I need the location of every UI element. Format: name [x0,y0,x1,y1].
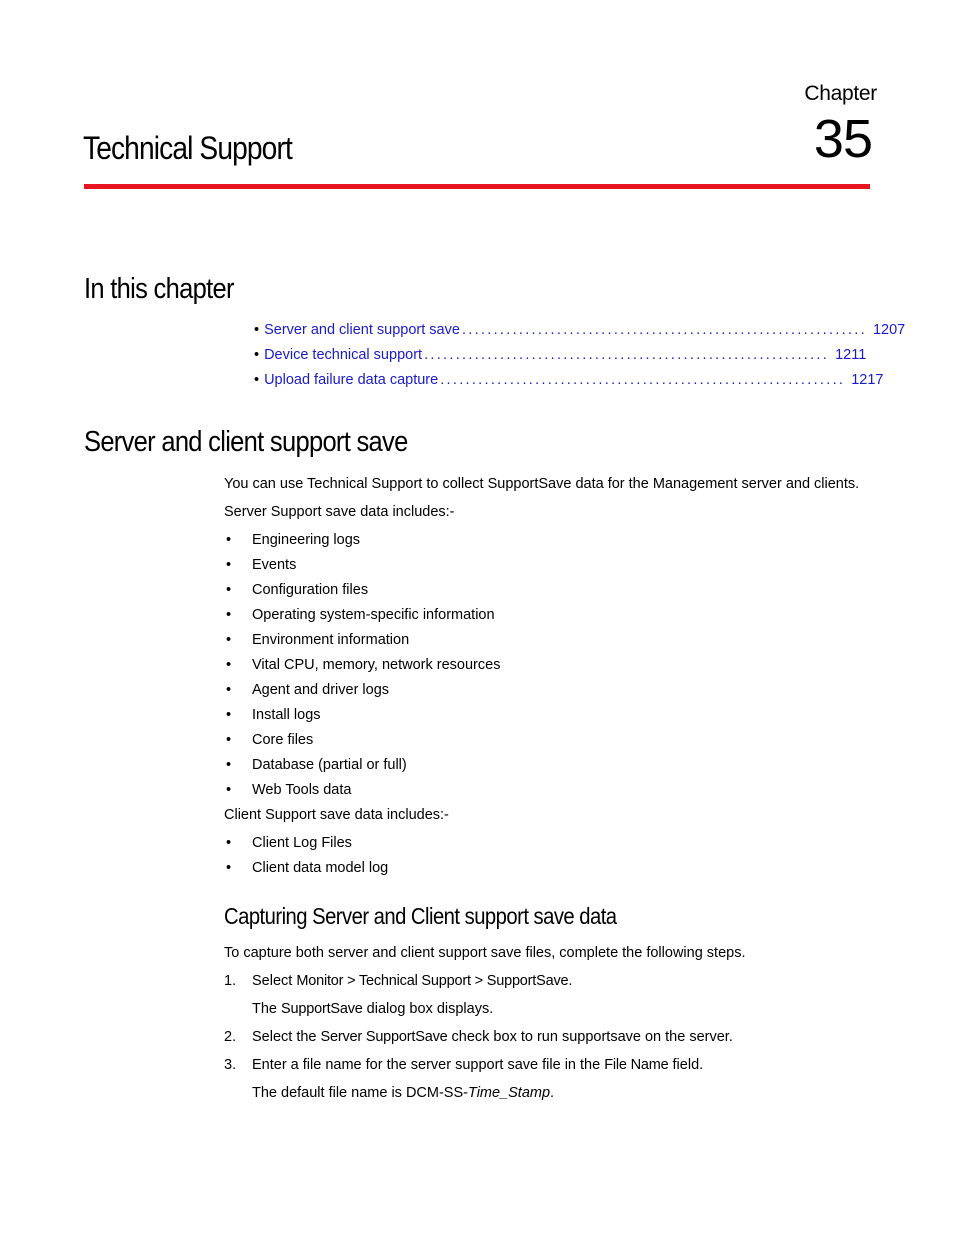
list-item-text: Vital CPU, memory, network resources [252,657,501,673]
server-list-intro: Server Support save data includes:- [224,504,455,520]
ui-checkbox-name: Server SupportSave [320,1029,448,1045]
toc-bullet: • [254,372,260,388]
section-intro: You can use Technical Support to collect SupportSave data for the Management server and clients. [224,476,860,492]
ui-field-name: File Name [604,1057,669,1073]
bullet-icon: • [226,682,232,698]
step-text: Select Monitor > Technical Support > SupportSave. [252,973,573,989]
bullet-icon: • [226,607,232,623]
step-text: Enter a file name for the server support save file in the File Name field. [252,1057,704,1073]
list-item [226,835,352,851]
toc-page-number[interactable]: 1207 [872,322,906,338]
list-item [226,582,368,598]
list-item-text: Operating system-specific information [252,607,495,623]
toc-entry[interactable] [254,322,906,342]
list-item [226,860,388,876]
bullet-icon: • [226,632,232,648]
toc-heading: In this chapter [84,273,234,305]
ui-path: Monitor > Technical Support > SupportSave [296,973,569,989]
chapter-title: Technical Support [83,130,292,166]
step-3-note: The default file name is DCM-SS-Time_Stamp. [252,1085,555,1101]
chapter-number: 35 [813,109,872,169]
list-item [226,532,360,548]
bullet-icon: • [226,707,232,723]
list-item-text: Client Log Files [252,835,352,851]
chapter-label: Chapter [804,82,877,105]
filename-variable: Time_Stamp [467,1085,551,1101]
step-number: 2. [224,1029,237,1045]
toc-page-number[interactable]: 1211 [835,347,867,363]
list-item-text: Core files [252,732,314,748]
step-1-note: The SupportSave dialog box displays. [252,1001,494,1017]
toc-entry[interactable] [254,372,884,392]
list-item-text: Environment information [252,632,410,648]
toc-dot-leader: ................................................................ [461,322,867,338]
list-item [226,782,351,798]
step-1 [224,973,572,989]
step-number: 1. [224,973,237,989]
toc-dot-leader: ................................................................ [440,372,846,388]
list-item [226,707,321,723]
list-item-text: Web Tools data [252,782,352,798]
toc-bullet: • [254,347,260,363]
list-item-text: Install logs [252,707,321,723]
step-number: 3. [224,1057,237,1073]
subsection-heading: Capturing Server and Client support save data [224,903,617,929]
bullet-icon: • [226,657,232,673]
bullet-icon: • [226,557,232,573]
list-item-text: Configuration files [252,582,369,598]
step-text: Select the Server SupportSave check box to run supportsave on the server. [252,1029,733,1045]
list-item [226,607,495,623]
section-heading: Server and client support save [84,426,408,458]
list-item [226,682,389,698]
list-item [226,757,407,773]
toc-entry[interactable] [254,347,867,367]
subsection-intro: To capture both server and client support save files, complete the following steps. [224,945,746,961]
list-item-text: Database (partial or full) [252,757,407,773]
list-item [226,557,296,573]
list-item-text: Agent and driver logs [252,682,390,698]
list-item-text: Engineering logs [252,532,361,548]
step-2 [224,1029,733,1045]
step-3 [224,1057,703,1073]
ui-dialog-name: SupportSave [281,1001,363,1017]
list-item-text: Events [252,557,297,573]
bullet-icon: • [226,732,232,748]
toc-entry-link[interactable]: Device technical support [264,347,423,363]
bullet-icon: • [226,782,232,798]
bullet-icon: • [226,532,232,548]
bullet-icon: • [226,582,232,598]
list-item [226,632,409,648]
toc-dot-leader: ................................................................ [424,347,830,363]
toc-page-number[interactable]: 1217 [851,372,884,388]
bullet-icon: • [226,757,232,773]
bullet-icon: • [226,835,232,851]
bullet-icon: • [226,860,232,876]
toc-entry-link[interactable]: Upload failure data capture [264,372,439,388]
list-item [226,657,500,673]
list-item-text: Client data model log [252,860,389,876]
toc-bullet: • [254,322,260,338]
client-list-intro: Client Support save data includes:- [224,807,449,823]
chapter-title-rule [84,184,870,189]
list-item [226,732,313,748]
toc-entry-link[interactable]: Server and client support save [264,322,460,338]
